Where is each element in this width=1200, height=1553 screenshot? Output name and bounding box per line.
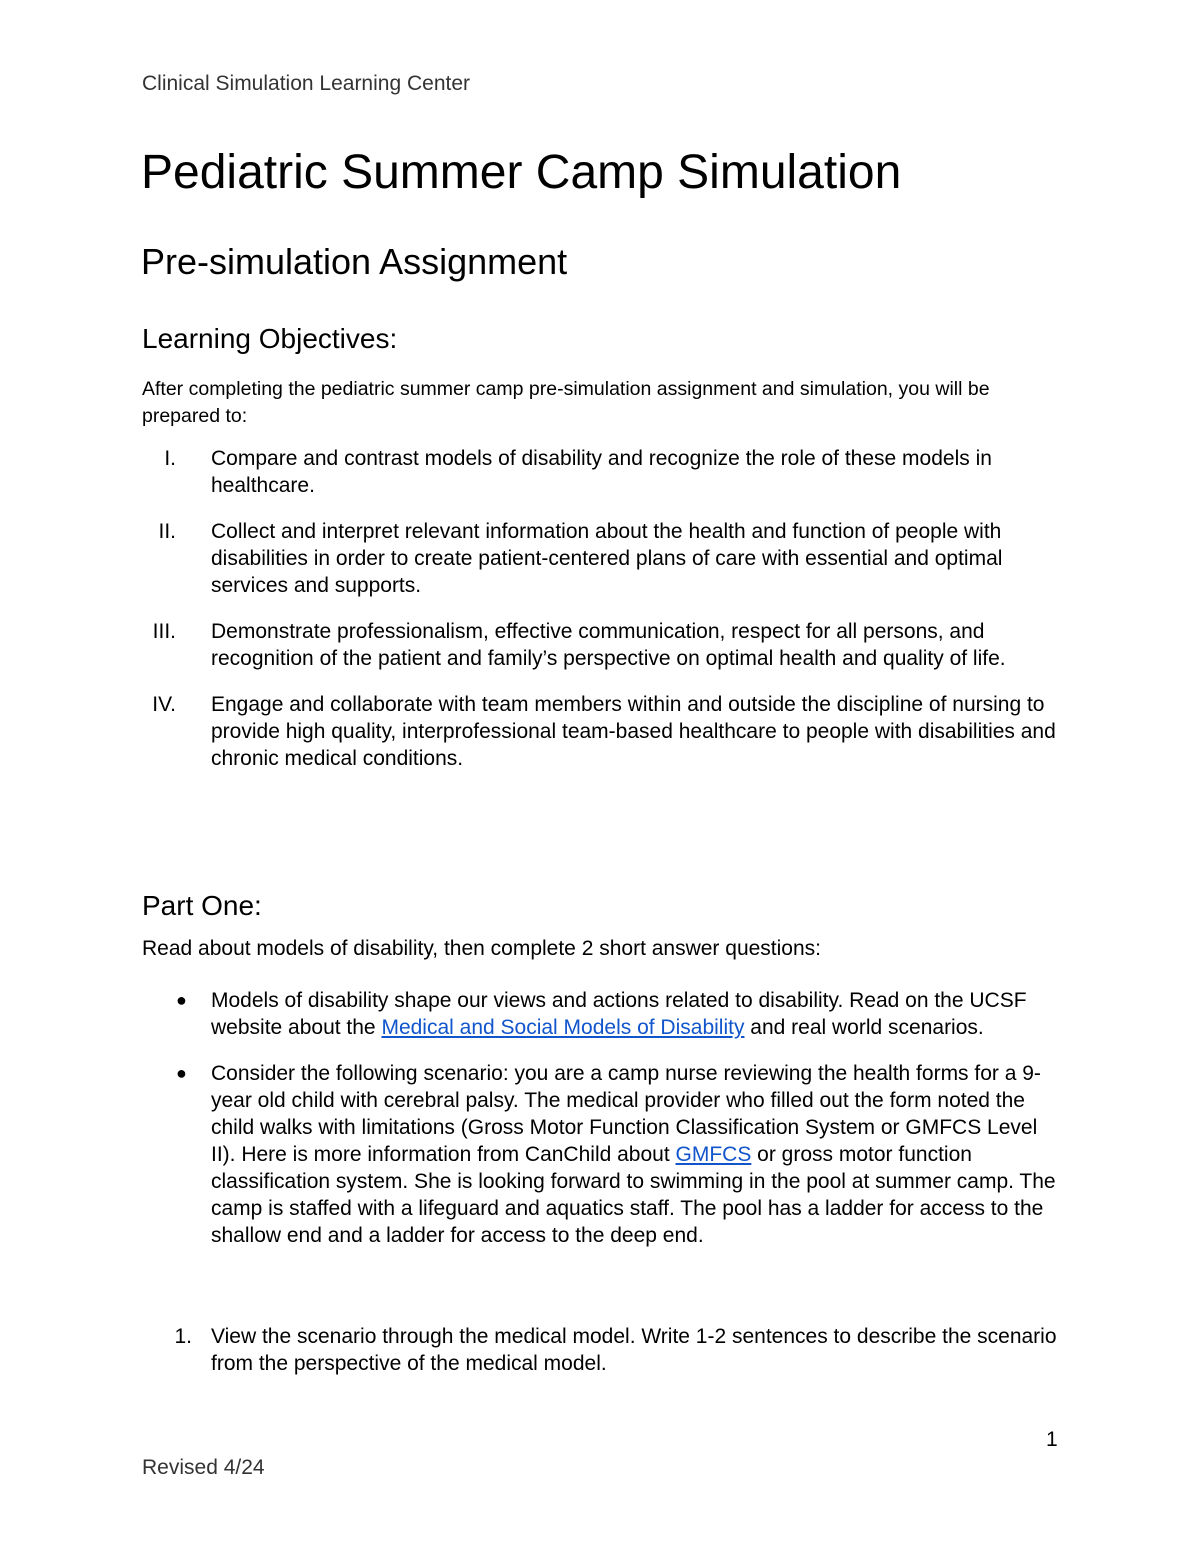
page-footer-revised: Revised 4/24 xyxy=(142,1456,265,1479)
objective-text: Collect and interpret relevant information about the health and function of people with disabilities in order to create patient-centered plans of care with essential and optimal services and supports. xyxy=(211,520,1003,597)
objectives-intro: After completing the pediatric summer camp pre-simulation assignment and simulation, you will be prepared to: xyxy=(142,378,990,427)
objective-item xyxy=(0,618,1200,672)
bullet-text-before: Models of disability shape our views and actions related to disability. Read on the UCSF website about the xyxy=(211,989,1027,1039)
objectives-list xyxy=(0,445,1200,772)
page-number: 1 xyxy=(1046,1428,1058,1451)
objective-text: Engage and collaborate with team members within and outside the discipline of nursing to provide high quality, interprofessional team-based healthcare to people with disabilities and chronic medical conditions. xyxy=(211,693,1056,770)
list-marker: IV. xyxy=(152,693,176,716)
objective-text: Demonstrate professionalism, effective communication, respect for all persons, and recognition of the patient and family’s perspective on optimal health and quality of life. xyxy=(211,620,1006,670)
objective-item xyxy=(0,518,1200,599)
objective-item xyxy=(0,691,1200,772)
gmfcs-link[interactable]: GMFCS xyxy=(675,1143,752,1166)
bullet-item xyxy=(0,1060,1200,1249)
learning-objectives-heading: Learning Objectives: xyxy=(142,323,398,354)
bullet-text xyxy=(211,987,1061,1041)
question-number: 1. xyxy=(174,1325,192,1348)
objective-text: Compare and contrast models of disability and recognize the role of these models in healthcare. xyxy=(211,447,992,497)
list-marker: I. xyxy=(164,447,176,470)
part-one-intro: Read about models of disability, then complete 2 short answer questions: xyxy=(142,937,821,960)
bullet-item xyxy=(0,987,1200,1041)
part-one-questions xyxy=(0,1323,1200,1377)
objective-item xyxy=(0,445,1200,499)
bullet-text-before: Consider the following scenario: you are a camp nurse reviewing the health forms for a 9-year old child with cerebral palsy. The medical provider who filled out the form noted the child walks with limitations (Gross Motor Function Classification System or GMFCS Level II). Here is more information from CanChild about xyxy=(211,1062,1041,1166)
bullet-marker: ● xyxy=(176,1063,187,1083)
bullet-text xyxy=(211,1060,1061,1249)
question-item xyxy=(0,1323,1200,1377)
bullet-marker: ● xyxy=(176,990,187,1010)
list-marker: III. xyxy=(152,620,176,643)
document-subtitle: Pre-simulation Assignment xyxy=(141,241,568,282)
models-of-disability-link[interactable]: Medical and Social Models of Disability xyxy=(381,1016,745,1039)
document-title: Pediatric Summer Camp Simulation xyxy=(141,146,902,199)
page-header: Clinical Simulation Learning Center xyxy=(142,72,471,95)
question-text: View the scenario through the medical model. Write 1-2 sentences to describe the scenario from the perspective of the medical model. xyxy=(211,1325,1057,1375)
part-one-bullets xyxy=(0,987,1200,1249)
bullet-text-after: and real world scenarios. xyxy=(744,1016,984,1039)
part-one-heading: Part One: xyxy=(142,890,262,921)
bullet-text-after: or gross motor function classification system. She is looking forward to swimming in the pool at summer camp. The camp is staffed with a lifeguard and aquatics staff. The pool has a ladder for access to the shallow end and a ladder for access to the deep end. xyxy=(211,1143,1056,1247)
list-marker: II. xyxy=(158,520,176,543)
